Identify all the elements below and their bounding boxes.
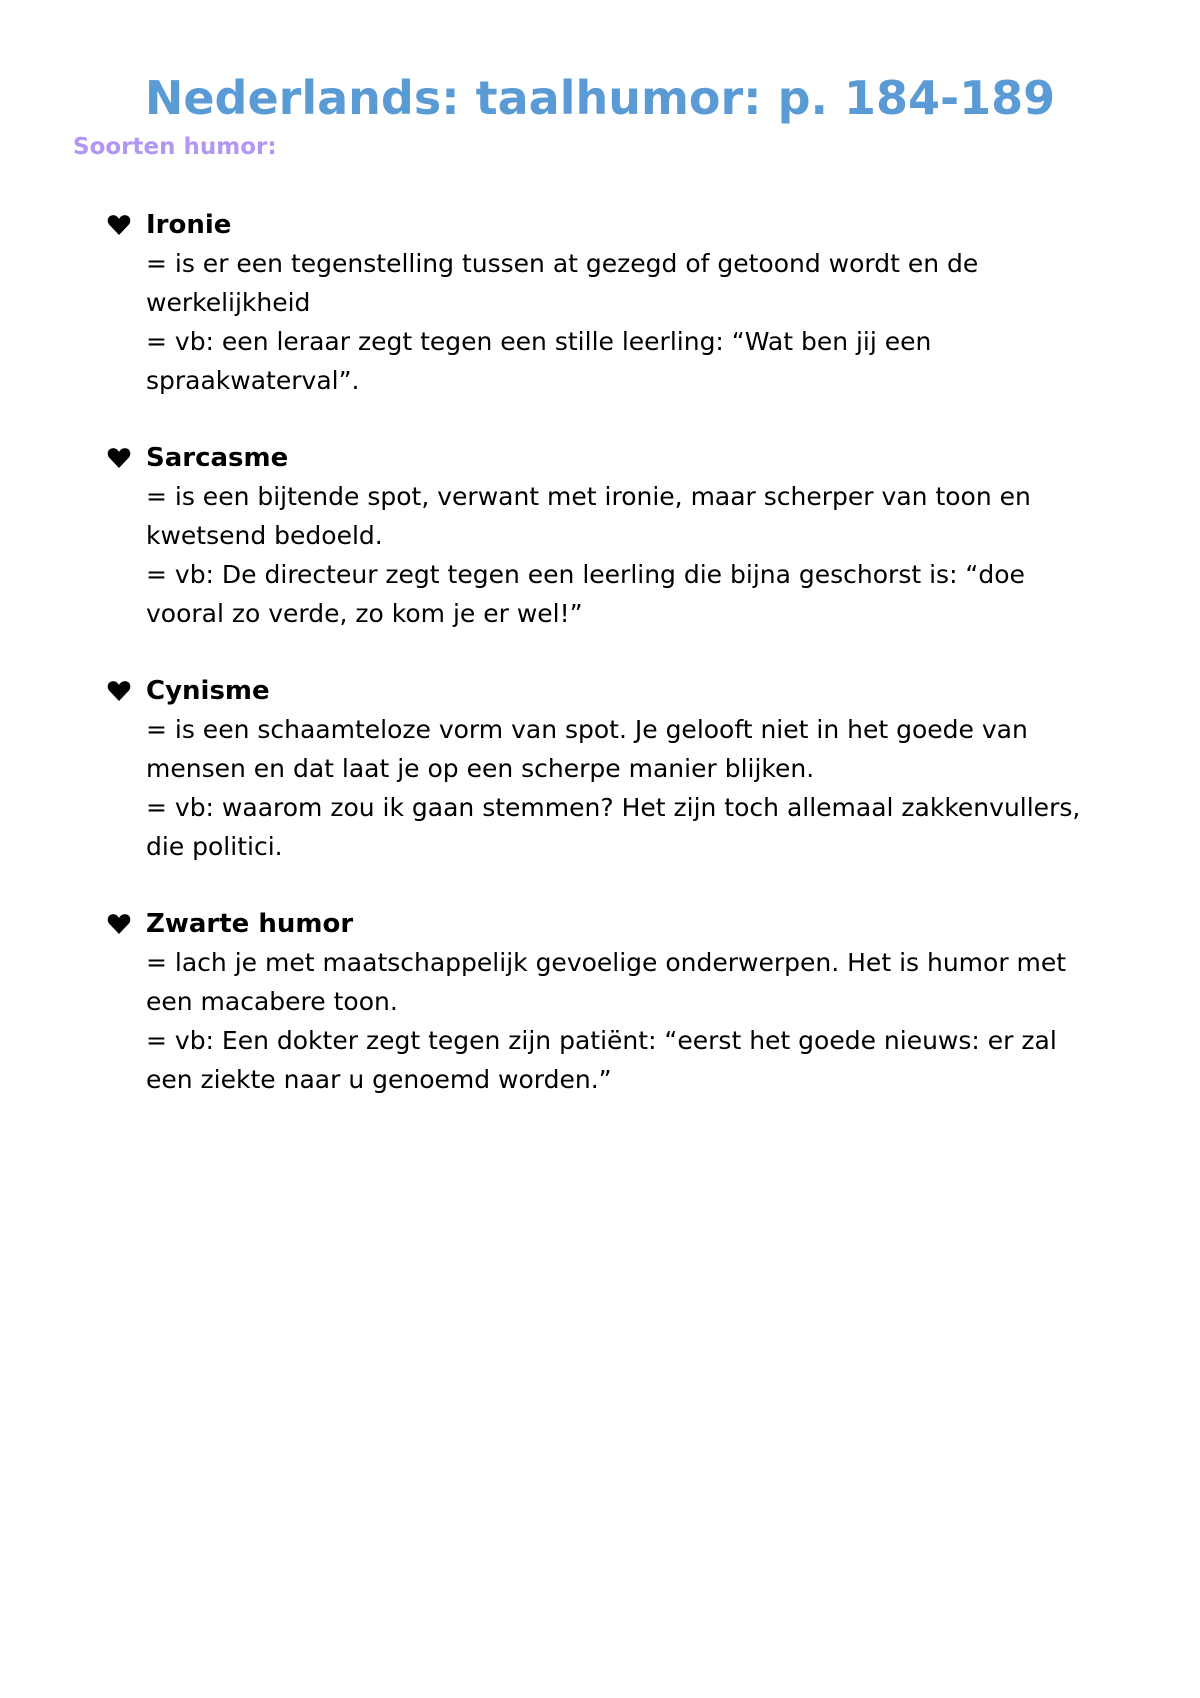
term-heading: Ironie <box>146 210 232 240</box>
list-item-ironie <box>107 206 1107 400</box>
example-text: = vb: De directeur zegt tegen een leerling die bijna geschorst is: “doe vooral zo verde, zo kom je er wel!” <box>146 560 1025 628</box>
page-title: Nederlands: taalhumor: p. 184-189 <box>144 71 1056 125</box>
term-heading: Sarcasme <box>146 443 289 473</box>
heart-icon <box>107 905 133 943</box>
definition-text: = lach je met maatschappelijk gevoelige onderwerpen. Het is humor met een macabere toon. <box>146 948 1067 1016</box>
term-heading: Cynisme <box>146 676 270 706</box>
example-text: = vb: waarom zou ik gaan stemmen? Het zijn toch allemaal zakkenvullers, die politici. <box>146 793 1081 861</box>
list-item-zwarte-humor <box>107 905 1107 1099</box>
heart-icon <box>107 439 133 477</box>
definition-text: = is een schaamteloze vorm van spot. Je gelooft niet in het goede van mensen en dat laat je op een scherpe manier blijken. <box>146 715 1028 783</box>
humor-types-list <box>107 206 1107 1138</box>
list-item-cynisme <box>107 672 1107 866</box>
term-heading: Zwarte humor <box>146 909 354 939</box>
definition-text: = is er een tegenstelling tussen at gezegd of getoond wordt en de werkelijkheid <box>146 249 979 317</box>
section-subtitle: Soorten humor: <box>73 134 277 160</box>
list-item-sarcasme <box>107 439 1107 633</box>
heart-icon <box>107 206 133 244</box>
heart-icon <box>107 672 133 710</box>
definition-text: = is een bijtende spot, verwant met ironie, maar scherper van toon en kwetsend bedoeld. <box>146 482 1031 550</box>
example-text: = vb: Een dokter zegt tegen zijn patiënt: “eerst het goede nieuws: er zal een ziekte naar u genoemd worden.” <box>146 1026 1057 1094</box>
example-text: = vb: een leraar zegt tegen een stille leerling: “Wat ben jij een spraakwaterval”. <box>146 327 932 395</box>
